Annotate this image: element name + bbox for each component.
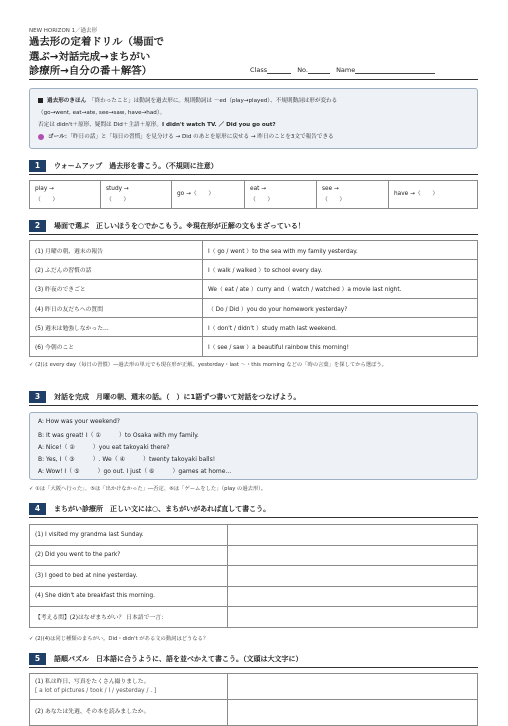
answer-blank: （ ） xyxy=(322,196,346,203)
verb-prompt: study → xyxy=(106,185,129,192)
hint-note: ✓ (2)(4)は同じ種類のまちがい。Did・didn't がある文の動詞はどうなる？ xyxy=(29,636,209,642)
verb-cell[interactable] xyxy=(172,181,245,209)
name-blank[interactable] xyxy=(355,73,435,74)
table-row xyxy=(30,337,478,356)
class-label: Class xyxy=(250,66,268,74)
name-fields xyxy=(250,66,435,74)
answer-cell[interactable] xyxy=(228,586,478,607)
sentence-cell[interactable]: I（ go / went ）to the sea with my family yesterday. xyxy=(203,241,478,260)
info-text: （go→went, eat→ate, see→saw, have→had）。 xyxy=(38,110,166,116)
word-order-table xyxy=(29,673,478,726)
no-label: No. xyxy=(297,66,308,74)
japanese-sentence: (1) 私は昨日、写真をたくさん撮りました。 xyxy=(35,678,150,685)
scene-cell: (3) 昨夜のできごと xyxy=(30,279,203,298)
goal-label: ゴール： xyxy=(48,134,71,140)
verb-cell[interactable] xyxy=(245,181,317,209)
info-heading: 過去形のきほん xyxy=(47,98,87,104)
dialog-line[interactable]: A: Nice!（ ② ）you eat takoyaki there? xyxy=(38,444,170,451)
verb-cell[interactable] xyxy=(30,181,101,209)
verb-cell[interactable] xyxy=(317,181,389,209)
table-row xyxy=(30,241,478,260)
table-row xyxy=(30,260,478,279)
hint-note: ✓ ①は「大阪へ行った」、⑤は「出かけなかった」―否定、⑥は「ゲームをした」（play の過去形）。 xyxy=(29,486,267,492)
scene-cell: (4) 昨日の友だちへの質問 xyxy=(30,298,203,317)
title-line: 過去形の定着ドリル（場面で xyxy=(29,36,165,48)
sentence-cell[interactable]: I（ don't / didn't ）study math last weekend. xyxy=(203,318,478,337)
title-line: 選ぶ→対話完成→まちがい xyxy=(29,50,151,63)
japanese-sentence: (2) あなたは先週、その本を読みましたか。 xyxy=(35,709,150,715)
section-2-header xyxy=(29,220,478,235)
table-row xyxy=(30,318,478,337)
section-number: 3 xyxy=(29,391,46,403)
answer-blank: （ ） xyxy=(106,196,130,203)
verb-prompt: play → xyxy=(35,185,54,192)
dialog-box xyxy=(29,412,478,480)
verb-prompt: eat → xyxy=(250,185,267,192)
answer-cell[interactable] xyxy=(228,700,478,726)
answer-cell[interactable] xyxy=(228,545,478,566)
table-row xyxy=(30,607,478,628)
sentence-cell: (3) I goed to bed at nine yesterday. xyxy=(30,566,228,587)
class-blank[interactable] xyxy=(267,73,291,74)
table-row xyxy=(30,279,478,298)
scene-cell: (1) 月曜の朝、週末の報告 xyxy=(30,241,203,260)
sentence-cell: (2) Did you went to the park? xyxy=(30,545,228,566)
sentence-cell[interactable]: （ Do / Did ）you do your homework yesterday? xyxy=(203,298,478,317)
verb-prompt: have →（ ） xyxy=(394,191,439,197)
answer-blank: （ ） xyxy=(250,196,274,203)
table-row xyxy=(30,566,478,587)
section-number: 5 xyxy=(29,653,46,665)
section-title: まちがい診療所 正しい文には○、まちがいがあれば直して書こう。 xyxy=(54,505,271,513)
verb-prompt: see → xyxy=(322,185,339,192)
square-bullet-icon xyxy=(38,98,43,103)
table-row xyxy=(30,525,478,546)
section-title: ウォームアップ 過去形を書こう。（不規則に注意） xyxy=(54,162,218,170)
answer-cell[interactable] xyxy=(228,566,478,587)
scene-cell: (2) ふだんの習慣の話 xyxy=(30,260,203,279)
section-number: 1 xyxy=(29,160,46,172)
goal-icon xyxy=(38,134,44,140)
sentence-cell[interactable]: I（ walk / walked ）to school every day. xyxy=(203,260,478,279)
title-line: 診療所→自分の番＋解答） xyxy=(29,65,153,77)
answer-cell[interactable] xyxy=(228,674,478,700)
dialog-line[interactable]: A: Wow! I（ ⑤ ）go out. I just（ ⑥ ）games at home... xyxy=(38,468,232,475)
sentence-cell: (1) I visited my grandma last Sunday. xyxy=(30,525,228,546)
info-example: I didn't watch TV. ／ Did you go out? xyxy=(162,122,276,128)
error-clinic-table xyxy=(29,524,478,628)
section-title: 対話を完成 月曜の朝、週末の話。（ ）に1語ずつ書いて対話をつなげよう。 xyxy=(54,393,301,401)
section-number: 4 xyxy=(29,503,46,515)
think-question-cell: 【考える問】(2)はなぜまちがい？ 日本語で一言： xyxy=(30,607,228,628)
table-row xyxy=(30,674,478,700)
header-divider xyxy=(29,79,478,80)
verb-cell[interactable] xyxy=(101,181,172,209)
answer-blank: （ ） xyxy=(35,196,59,203)
grammar-info-box xyxy=(29,88,478,149)
dialog-line[interactable]: B: It was great! I（ ① ）to Osaka with my family. xyxy=(38,432,199,439)
info-text: 「終わったこと」は動詞を過去形に。規則動詞は －ed（play→played）、不規則動詞は形が変わる xyxy=(91,98,338,104)
table-row xyxy=(30,298,478,317)
hint-note: ✓ (2)は every day（毎日の習慣）―過去形の単元でも現在形が正解。yesterday・last ～・this morning などの「時の言葉」を探してから選ぼう。 xyxy=(29,362,387,368)
prompt-cell xyxy=(30,700,228,726)
section-title: 場面で選ぶ 正しいほうを○でかこもう。※現在形が正解の文もまざっている！ xyxy=(54,222,305,230)
scene-cell: (5) 週末は勉強しなかった… xyxy=(30,318,203,337)
section-1-header xyxy=(29,160,478,175)
sentence-cell: (4) She didn't ate breakfast this morning. xyxy=(30,586,228,607)
scene-cell: (6) 今朝のこと xyxy=(30,337,203,356)
word-list: [ a lot of pictures / took / I / yesterday / . ] xyxy=(35,687,157,694)
series-label: NEW HORIZON 1／過去形 xyxy=(29,28,98,34)
section-3-header xyxy=(29,391,478,406)
sentence-cell[interactable]: We（ eat / ate ）curry and（ watch / watched ）a movie last night. xyxy=(203,279,478,298)
table-row xyxy=(30,700,478,726)
verb-cell[interactable] xyxy=(389,181,478,209)
section-title: 語順パズル 日本語に合うように、語を並べかえて書こう。（文頭は大文字に） xyxy=(54,655,303,663)
section-5-header xyxy=(29,653,478,668)
prompt-cell xyxy=(30,674,228,700)
verb-prompt: go →（ ） xyxy=(177,191,215,197)
answer-cell[interactable] xyxy=(228,525,478,546)
no-blank[interactable] xyxy=(308,73,330,74)
section-number: 2 xyxy=(29,220,46,232)
sentence-cell[interactable]: I（ see / saw ）a beautiful rainbow this morning! xyxy=(203,337,478,356)
answer-cell[interactable] xyxy=(228,607,478,628)
choice-table xyxy=(29,240,478,357)
dialog-line[interactable]: B: Yes, I（ ③ ）. We（ ④ ）twenty takoyaki balls! xyxy=(38,456,216,463)
verb-past-table xyxy=(29,180,478,209)
section-4-header xyxy=(29,503,478,518)
info-text: 否定は didn't＋原形、疑問は Did＋主語＋原形。 xyxy=(38,122,162,128)
dialog-line: A: How was your weekend? xyxy=(38,418,120,425)
goal-text: 「昨日の話」と「毎日の習慣」を見分ける → Did のあとを原形に戻せる → 昨日のことを3文で報告できる xyxy=(70,134,334,140)
page-title xyxy=(29,35,164,79)
table-row xyxy=(30,586,478,607)
table-row xyxy=(30,545,478,566)
name-label: Name xyxy=(336,66,356,74)
